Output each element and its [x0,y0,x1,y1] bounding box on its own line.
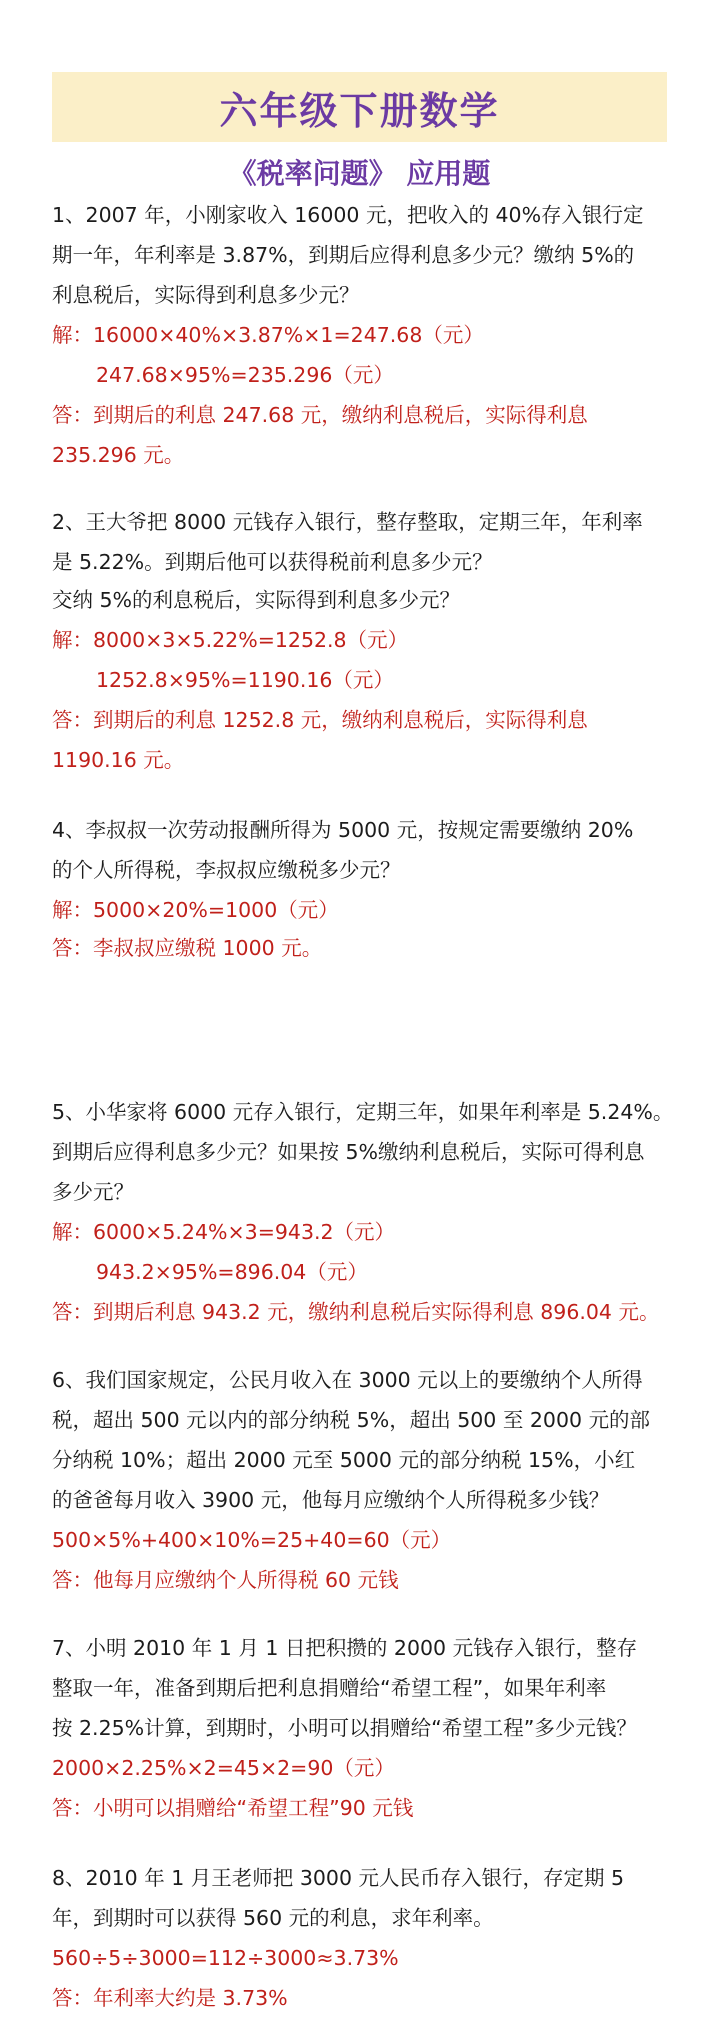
solution-line: 560÷5÷3000=112÷3000≈3.73% [52,1946,399,1970]
question-line: 到期后应得利息多少元？如果按 5%缴纳利息税后，实际可得利息 [52,1140,645,1164]
question-line: 6、我们国家规定，公民月收入在 3000 元以上的要缴纳个人所得 [52,1368,643,1392]
solution-line: 解：6000×5.24%×3=943.2（元） [52,1220,396,1244]
question-line: 1、2007 年，小刚家收入 16000 元，把收入的 40%存入银行定 [52,203,644,227]
question-line: 交纳 5%的利息税后，实际得到利息多少元？ [52,588,461,612]
answer-line: 答：年利率大约是 3.73% [52,1986,288,2010]
question-line: 税，超出 500 元以内的部分纳税 5%，超出 500 至 2000 元的部 [52,1408,651,1432]
solution-line: 247.68×95%=235.296（元） [96,363,394,387]
answer-line: 答：到期后的利息 1252.8 元，缴纳利息税后，实际得利息 [52,708,588,732]
answer-line: 答：小明可以捐赠给“希望工程”90 元钱 [52,1796,414,1820]
question-line: 的个人所得税，李叔叔应缴税多少元？ [52,858,401,882]
question-line: 多少元？ [52,1180,134,1204]
page-title: 六年级下册数学 [219,88,500,133]
question-line: 利息税后，实际得到利息多少元？ [52,283,360,307]
answer-line: 答：李叔叔应缴税 1000 元。 [52,936,323,960]
question-line: 年，到期时可以获得 560 元的利息，求年利率。 [52,1906,494,1930]
question-line: 2、王大爷把 8000 元钱存入银行，整存整取，定期三年，年利率 [52,510,643,534]
solution-line: 解：5000×20%=1000（元） [52,898,339,922]
answer-line: 235.296 元。 [52,443,185,467]
page-subtitle: 《税率问题》 应用题 [228,157,491,190]
answer-line: 1190.16 元。 [52,748,185,772]
question-line: 的爸爸每月收入 3900 元，他每月应缴纳个人所得税多少钱？ [52,1488,610,1512]
question-line: 5、小华家将 6000 元存入银行，定期三年，如果年利率是 5.24%。 [52,1100,674,1124]
question-line: 8、2010 年 1 月王老师把 3000 元人民币存入银行，存定期 5 [52,1866,625,1890]
solution-line: 解：8000×3×5.22%=1252.8（元） [52,628,409,652]
solution-line: 943.2×95%=896.04（元） [96,1260,368,1284]
question-line: 4、李叔叔一次劳动报酬所得为 5000 元，按规定需要缴纳 20% [52,818,634,842]
question-line: 整取一年，准备到期后把利息捐赠给“希望工程”，如果年利率 [52,1676,607,1700]
question-line: 期一年，年利率是 3.87%，到期后应得利息多少元？缴纳 5%的 [52,243,635,267]
title-banner [52,72,667,142]
question-line: 7、小明 2010 年 1 月 1 日把积攒的 2000 元钱存入银行，整存 [52,1636,638,1660]
solution-line: 1252.8×95%=1190.16（元） [96,668,394,692]
answer-line: 答：他每月应缴纳个人所得税 60 元钱 [52,1568,399,1592]
answer-line: 答：到期后利息 943.2 元，缴纳利息税后实际得利息 896.04 元。 [52,1300,660,1324]
answer-line: 答：到期后的利息 247.68 元，缴纳利息税后，实际得利息 [52,403,588,427]
solution-line: 解：16000×40%×3.87%×1=247.68（元） [52,323,484,347]
question-line: 是 5.22%。到期后他可以获得税前利息多少元？ [52,550,493,574]
solution-line: 2000×2.25%×2=45×2=90（元） [52,1756,395,1780]
question-line: 分纳税 10%；超出 2000 元至 5000 元的部分纳税 15%，小红 [52,1448,636,1472]
question-line: 按 2.25%计算，到期时，小明可以捐赠给“希望工程”多少元钱？ [52,1716,637,1740]
solution-line: 500×5%+400×10%=25+40=60（元） [52,1528,452,1552]
